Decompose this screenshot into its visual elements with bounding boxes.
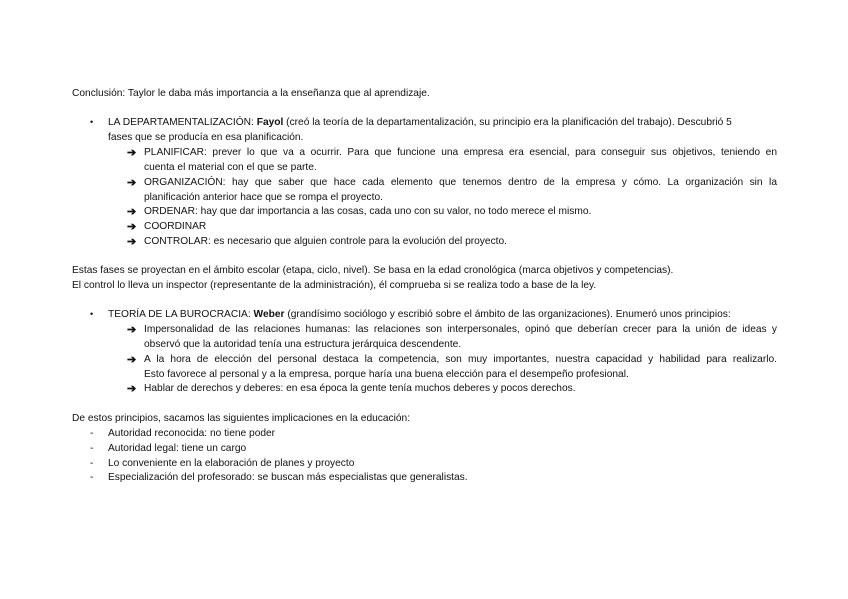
fayol-intro: (creó la teoría de la departamentalización, su principio era la planificación del trabajo). Descubrió 5: [286, 117, 732, 128]
weber-item-derechos: Hablar de derechos y deberes: en esa época la gente tenía muchos deberes y pocos derechos.: [144, 383, 576, 394]
fayol-item-controlar: CONTROLAR: es necesario que alguien controle para la evolución del proyecto.: [144, 236, 507, 247]
fayol-heading: LA DEPARTAMENTALIZACIÓN:: [108, 117, 254, 128]
fayol-item-planificar: PLANIFICAR: prever lo que va a ocurrir. Para que funcione una empresa era esencial, para conseguir sus objetivos, teniendo en: [144, 147, 777, 158]
paragraph-control: El control lo lleva un inspector (representante de la administración), él comprueba si se realiza todo a base de la ley.: [72, 280, 597, 291]
fayol-author: Fayol: [256, 117, 284, 128]
arrow-icon: ➔: [127, 383, 137, 395]
list-item: Especialización del profesorado: se buscan más especialistas que generalistas.: [108, 472, 468, 483]
arrow-icon: ➔: [127, 221, 137, 233]
dash-marker: -: [90, 428, 94, 439]
dash-marker: -: [90, 443, 94, 454]
fayol-heading-line: [108, 116, 777, 130]
fayol-intro-continued: fases que se producía en esa planificación.: [108, 132, 304, 143]
weber-intro: (grandísimo sociólogo y escribió sobre el ámbito de las organizaciones). Enumeró unos principios:: [287, 309, 731, 320]
weber-author: Weber: [253, 309, 285, 320]
fayol-item-organizacion-cont: planificación anterior hace que se rompa el proyecto.: [144, 192, 383, 203]
paragraph-implicaciones: De estos principios, sacamos las siguientes implicaciones en la educación:: [72, 413, 411, 424]
weber-item-impersonalidad-cont: observó que la autoridad tenía una estructura jerárquica descendente.: [144, 339, 462, 350]
arrow-icon: ➔: [127, 206, 137, 218]
dash-marker: -: [90, 458, 94, 469]
bullet-marker: •: [90, 117, 94, 127]
weber-item-impersonalidad: Impersonalidad de las relaciones humanas: las relaciones son interpersonales, opinó que deberían crecer para la unión de ideas y: [144, 324, 777, 335]
fayol-item-coordinar: COORDINAR: [144, 221, 207, 232]
dash-marker: -: [90, 472, 94, 483]
arrow-icon: ➔: [127, 177, 137, 189]
weber-item-eleccion: A la hora de elección del personal destaca la competencia, son muy importantes, nuestra capacidad y habilidad para realizarlo.: [144, 354, 777, 365]
arrow-icon: ➔: [127, 354, 137, 366]
fayol-item-planificar-cont: cuenta el material con el que se parte.: [144, 162, 317, 173]
paragraph-conclusion: Conclusión: Taylor le daba más importancia a la enseñanza que al aprendizaje.: [72, 88, 430, 99]
arrow-icon: ➔: [127, 147, 137, 159]
list-item: Autoridad legal: tiene un cargo: [108, 443, 247, 454]
arrow-icon: ➔: [127, 236, 137, 248]
fayol-item-organizacion: ORGANIZACIÓN: hay que saber que hace cada elemento que tenemos dentro de la empresa y cómo. La organización sin la: [144, 177, 777, 188]
list-item: Lo conveniente en la elaboración de planes y proyecto: [108, 458, 355, 469]
weber-item-eleccion-cont: Esto favorece al personal y a la empresa, porque haría una buena elección para el desempeño profesional.: [144, 369, 629, 380]
arrow-icon: ➔: [127, 324, 137, 336]
fayol-item-ordenar: ORDENAR: hay que dar importancia a las cosas, cada uno con su valor, no todo merece el mismo.: [144, 206, 592, 217]
list-item: Autoridad reconocida: no tiene poder: [108, 428, 276, 439]
bullet-marker: •: [90, 309, 94, 319]
paragraph-fases: Estas fases se proyectan en el ámbito escolar (etapa, ciclo, nivel). Se basa en la edad cronológica (marca objetivos y competencias).: [72, 265, 674, 276]
weber-heading-line: [108, 308, 731, 322]
weber-heading: TEORÍA DE LA BUROCRACIA:: [108, 309, 251, 320]
